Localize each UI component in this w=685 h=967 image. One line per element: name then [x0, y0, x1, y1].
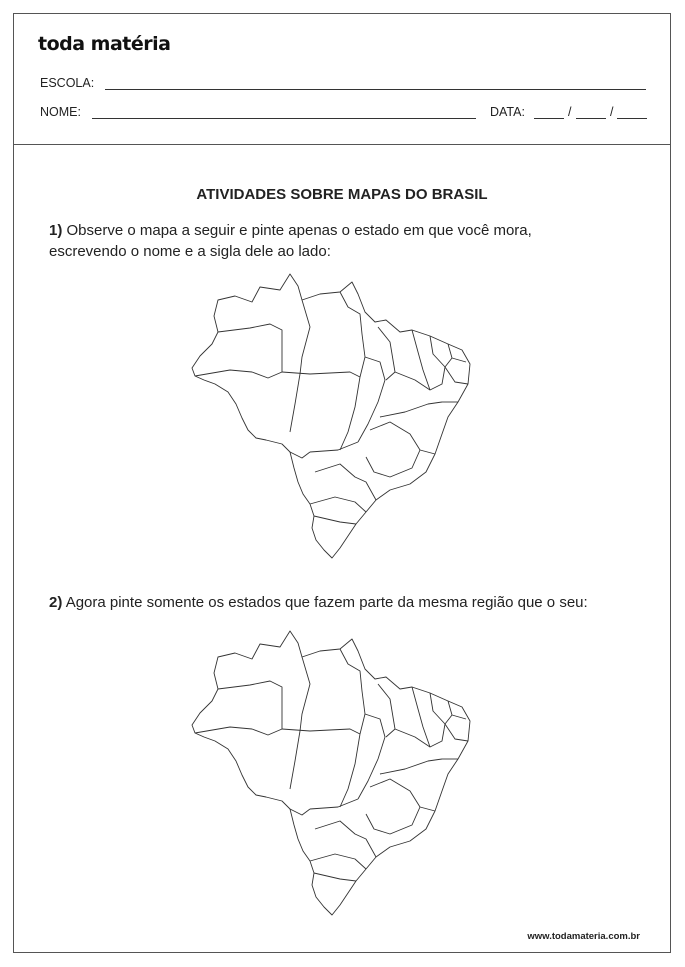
brazil-map-1[interactable] — [190, 272, 480, 560]
date-month-field[interactable] — [576, 118, 606, 119]
date-separator: / — [568, 105, 572, 119]
header — [14, 14, 670, 145]
question-text: Agora pinte somente os estados que fazem parte da mesma região que o seu: — [65, 594, 588, 611]
date-year-field[interactable] — [617, 118, 647, 119]
question-number: 1) — [49, 222, 63, 239]
date-label: DATA: — [490, 105, 525, 119]
question-number: 2) — [49, 594, 63, 611]
date-day-field[interactable] — [534, 118, 564, 119]
school-field[interactable] — [105, 89, 646, 90]
state-borders — [195, 292, 468, 524]
brazil-outline — [192, 274, 470, 558]
brazil-map-2[interactable] — [190, 629, 480, 917]
footer-url: www.todamateria.com.br — [527, 931, 640, 942]
name-label: NOME: — [40, 105, 81, 119]
question-text: Observe o mapa a seguir e pinte apenas o estado em que você mora, escrevendo o nome e a sigla dele ao lado: — [49, 222, 532, 260]
logo: toda matéria — [38, 33, 171, 55]
brazil-outline — [192, 631, 470, 915]
question-1 — [49, 220, 609, 262]
school-label: ESCOLA: — [40, 76, 95, 90]
state-borders — [195, 649, 468, 881]
name-field[interactable] — [92, 118, 476, 119]
page-title: ATIVIDADES SOBRE MAPAS DO BRASIL — [196, 186, 488, 203]
question-2 — [49, 592, 609, 613]
date-separator: / — [610, 105, 614, 119]
